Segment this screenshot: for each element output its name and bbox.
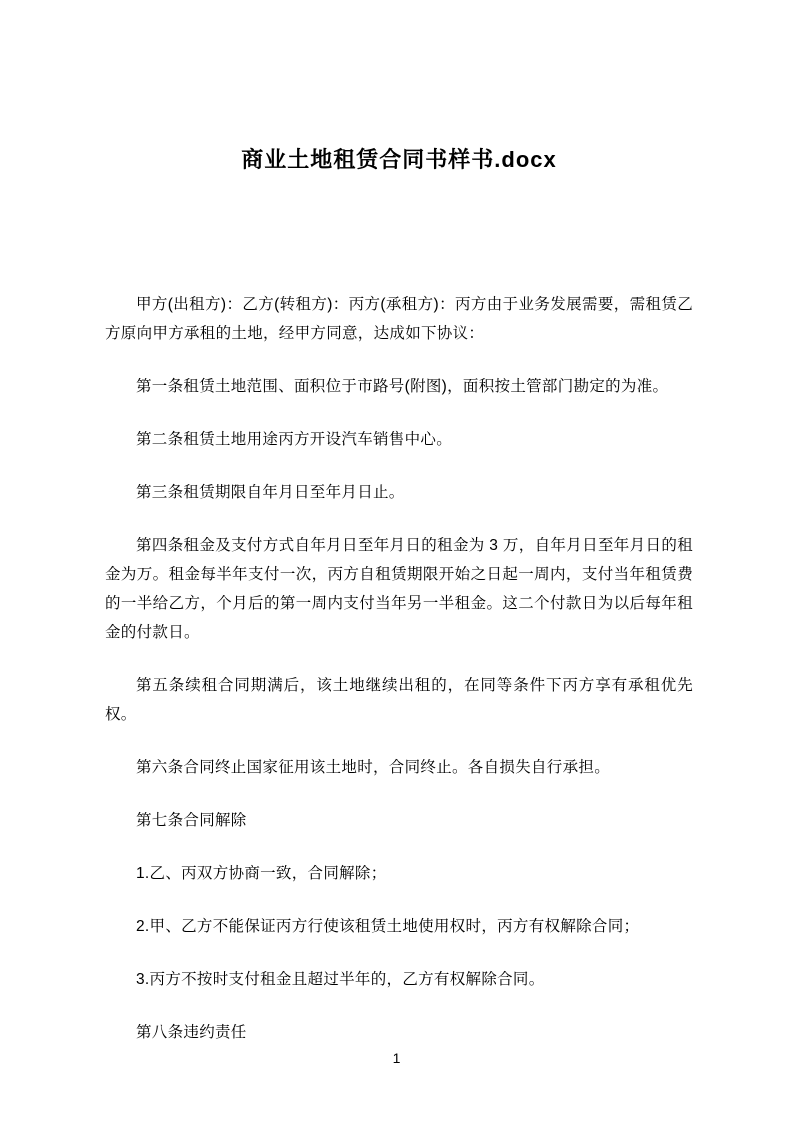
paragraph-item-3: 3.丙方不按时支付租金且超过半年的，乙方有权解除合同。 — [136, 971, 545, 988]
document-content — [105, 0, 693, 1071]
paragraph-clause-2: 第二条租赁土地用途丙方开设汽车销售中心。 — [136, 431, 453, 448]
paragraph-item-1: 1.乙、丙双方协商一致，合同解除； — [136, 865, 387, 882]
paragraph-clause-3: 第三条租赁期限自年月日至年月日止。 — [136, 484, 405, 501]
paragraph-clause-4: 第四条租金及支付方式自年月日至年月日的租金为 3 万，自年月日至年月日的租金为万。租金每半年支付一次，丙方自租赁期限开始之日起一周内，支付当年租赁费的一半给乙方，个月后的第一周内支付当年另一半租金。这二个付款日为以后每年租金的付款日。 — [105, 537, 693, 641]
paragraph-item-2: 2.甲、乙方不能保证丙方行使该租赁土地使用权时，丙方有权解除合同； — [136, 918, 640, 935]
paragraph-clause-7: 第七条合同解除 — [136, 812, 247, 829]
document-title: 商业土地租赁合同书样书.docx — [241, 147, 557, 172]
paragraph-parties: 甲方(出租方)：乙方(转租方)：丙方(承租方)：丙方由于业务发展需要，需租赁乙方原向甲方承租的土地，经甲方同意，达成如下协议： — [105, 296, 693, 342]
page-number: 1 — [392, 1050, 401, 1066]
paragraph-clause-5: 第五条续租合同期满后，该土地继续出租的，在同等条件下丙方享有承租优先权。 — [105, 677, 693, 723]
paragraph-clause-8: 第八条违约责任 — [136, 1024, 247, 1041]
paragraph-clause-1: 第一条租赁土地范围、面积位于市路号(附图)，面积按土管部门勘定的为准。 — [136, 378, 669, 395]
paragraph-clause-6: 第六条合同终止国家征用该土地时，合同终止。各自损失自行承担。 — [136, 759, 611, 776]
